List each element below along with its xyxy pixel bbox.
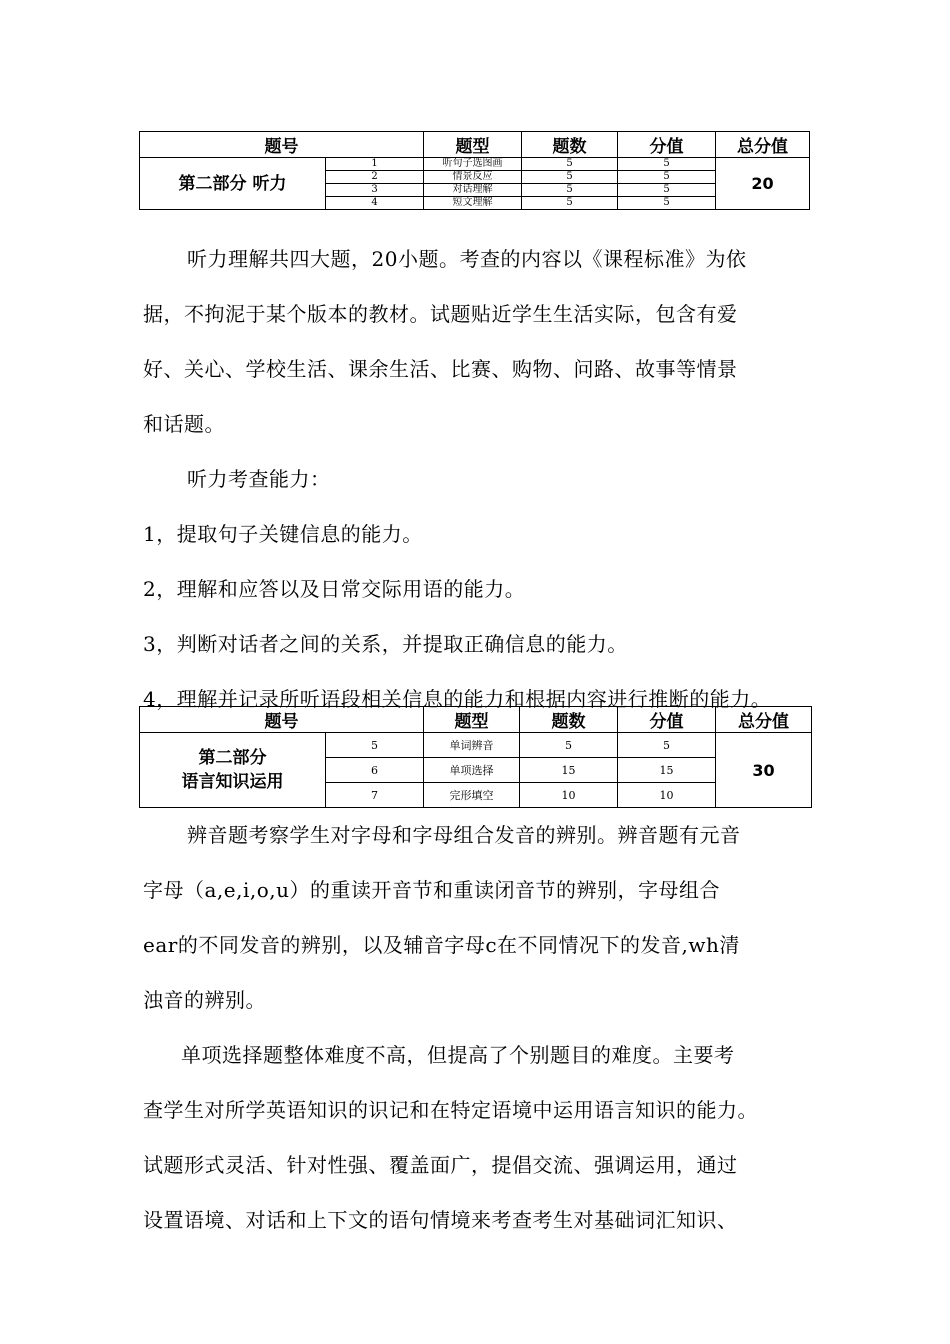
listening-description (143, 232, 843, 727)
row-number: 4 (326, 197, 424, 210)
row-count: 10 (520, 783, 618, 808)
paragraph-line: 好、关心、学校生活、课余生活、比赛、购物、问路、故事等情景 (143, 357, 738, 381)
paragraph-line: 和话题。 (143, 412, 225, 436)
row-number: 3 (326, 184, 424, 197)
paragraph-line: 浊音的辨别。 (143, 988, 266, 1012)
header-count: 题数 (520, 707, 618, 733)
row-type: 短文理解 (424, 197, 522, 210)
header-type: 题型 (424, 132, 522, 158)
row-type: 完形填空 (424, 783, 520, 808)
row-type: 对话理解 (424, 184, 522, 197)
row-number: 7 (326, 783, 424, 808)
row-count: 5 (522, 158, 618, 171)
row-score: 5 (618, 171, 716, 184)
row-number: 1 (326, 158, 424, 171)
header-number: 题号 (140, 132, 424, 158)
row-count: 5 (522, 171, 618, 184)
row-type: 单项选择 (424, 758, 520, 783)
row-score: 5 (618, 158, 716, 171)
row-number: 6 (326, 758, 424, 783)
header-total: 总分值 (716, 132, 810, 158)
table-row (140, 733, 812, 758)
row-score: 5 (618, 197, 716, 210)
row-number: 5 (326, 733, 424, 758)
paragraph-line: ear的不同发音的辨别，以及辅音字母c在不同情况下的发音,wh清 (143, 933, 740, 957)
row-score: 15 (618, 758, 716, 783)
ability-item: 3，判断对话者之间的关系，并提取正确信息的能力。 (143, 632, 628, 656)
row-type: 情景反应 (424, 171, 522, 184)
paragraph-line: 据，不拘泥于某个版本的教材。试题贴近学生生活实际，包含有爱 (143, 302, 738, 326)
header-count: 题数 (522, 132, 618, 158)
row-score: 5 (618, 733, 716, 758)
paragraph-line: 单项选择题整体难度不高，但提高了个别题目的难度。主要考 (181, 1043, 735, 1067)
listening-score-table (139, 131, 810, 210)
row-number: 2 (326, 171, 424, 184)
paragraph-line: 听力理解共四大题，20小题。考查的内容以《课程标准》为依 (187, 247, 747, 271)
part-label: 第二部分 听力 (140, 158, 326, 210)
row-type: 单词辨音 (424, 733, 520, 758)
total-score: 20 (716, 158, 810, 210)
ability-item: 1，提取句子关键信息的能力。 (143, 522, 423, 546)
row-type: 听句子选图画 (424, 158, 522, 171)
paragraph-line: 试题形式灵活、针对性强、覆盖面广，提倡交流、强调运用，通过 (143, 1153, 738, 1177)
part-label-line2: 语言知识运用 (181, 772, 284, 792)
row-count: 5 (522, 197, 618, 210)
paragraph-line: 设置语境、对话和上下文的语句情境来考查考生对基础词汇知识、 (143, 1208, 738, 1232)
ability-item: 4，理解并记录所听语段相关信息的能力和根据内容进行推断的能力。 (143, 687, 772, 711)
header-score: 分值 (618, 132, 716, 158)
table-header-row (140, 707, 812, 733)
row-score: 10 (618, 783, 716, 808)
language-knowledge-score-table (139, 706, 812, 808)
row-count: 5 (522, 184, 618, 197)
total-score: 30 (716, 733, 812, 808)
header-score: 分值 (618, 707, 716, 733)
header-total: 总分值 (716, 707, 812, 733)
row-count: 15 (520, 758, 618, 783)
language-knowledge-description (143, 808, 843, 1248)
header-number: 题号 (140, 707, 424, 733)
paragraph-line: 字母（a,e,i,o,u）的重读开音节和重读闭音节的辨别，字母组合 (143, 878, 721, 902)
part-label-line1: 第二部分 (198, 748, 267, 768)
table-row (140, 158, 810, 171)
ability-item: 2，理解和应答以及日常交际用语的能力。 (143, 577, 526, 601)
table-header-row (140, 132, 810, 158)
paragraph-line: 查学生对所学英语知识的识记和在特定语境中运用语言知识的能力。 (143, 1098, 758, 1122)
header-type: 题型 (424, 707, 520, 733)
ability-heading: 听力考查能力： (187, 467, 331, 491)
row-score: 5 (618, 184, 716, 197)
part-label (140, 733, 326, 808)
paragraph-line: 辨音题考察学生对字母和字母组合发音的辨别。辨音题有元音 (187, 823, 741, 847)
row-count: 5 (520, 733, 618, 758)
